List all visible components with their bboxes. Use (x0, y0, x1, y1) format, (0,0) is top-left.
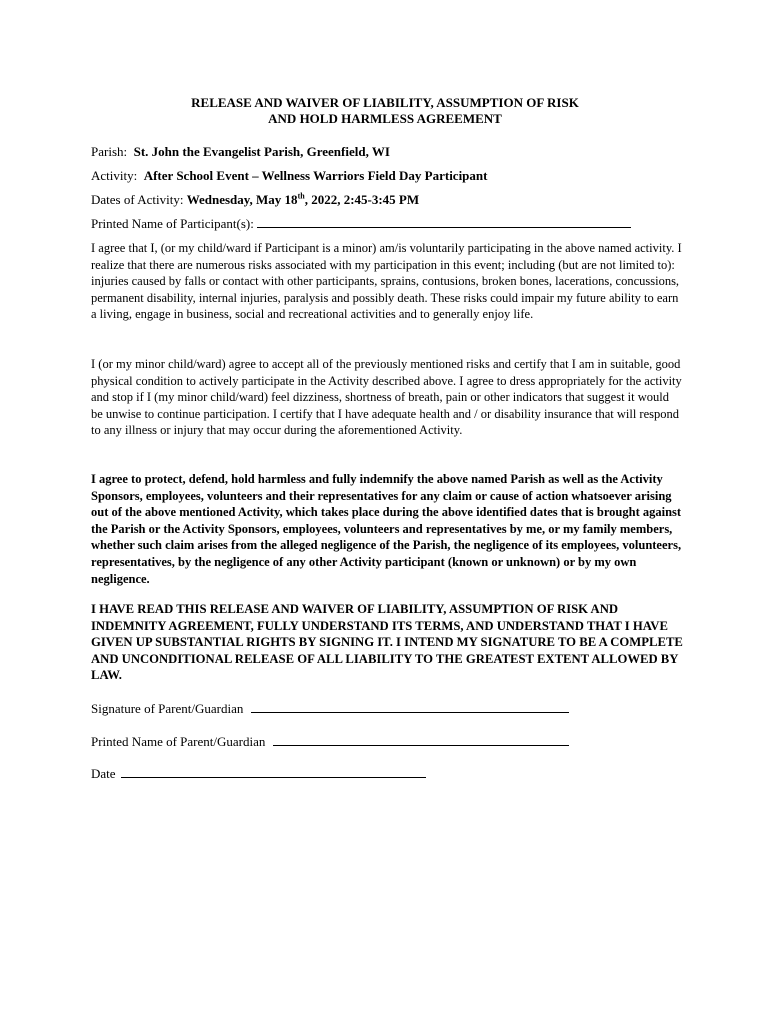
signature-field (91, 701, 691, 717)
date-field (91, 766, 691, 782)
parish-value: St. John the Evangelist Parish, Greenfield, WI (133, 144, 390, 159)
date-line[interactable] (121, 766, 426, 778)
date-label: Date (91, 766, 116, 781)
participant-name-line[interactable] (257, 216, 631, 228)
dates-label: Dates of Activity: (91, 192, 184, 207)
activity-field (91, 168, 691, 184)
signature-line[interactable] (251, 701, 569, 713)
title-line-1: RELEASE AND WAIVER OF LIABILITY, ASSUMPTION OF RISK (191, 95, 579, 110)
paragraph-acknowledgement: I HAVE READ THIS RELEASE AND WAIVER OF LIABILITY, ASSUMPTION OF RISK AND INDEMNITY AGREEMENT, FULLY UNDERSTAND ITS TERMS, AND UNDERSTAND THAT I HAVE GIVEN UP SUBSTANTIAL RIGHTS BY SIGNING IT. I INTEND MY SIGNATURE TO BE A COMPLETE AND UNCONDITIONAL RELEASE OF ALL LIABILITY TO THE GREATEST EXTENT ALLOWED BY LAW. (91, 602, 683, 683)
dates-field (91, 192, 691, 208)
guardian-name-field (91, 734, 691, 750)
dates-value: Wednesday, May 18th, 2022, 2:45-3:45 PM (186, 191, 420, 207)
guardian-name-label: Printed Name of Parent/Guardian (91, 734, 266, 749)
guardian-name-line[interactable] (273, 734, 569, 746)
document-title (0, 95, 770, 127)
paragraph-indemnify: I agree to protect, defend, hold harmless and fully indemnify the above named Parish as well as the Activity Sponsors, employees, volunteers and their representatives for any claim or cause of action whatsoever arising out of the above mentioned Activity, which takes place during the above identified dates that is brought against the Parish or the Activity Sponsors, employees, volunteers and representatives by me, or my family members, whether such claim arises from the alleged negligence of the Parish, the negligence of its employees, volunteers, representatives, by the negligence of any other Activity participant (known or unknown) or by my own negligence. (91, 472, 682, 586)
participant-field (91, 216, 691, 232)
paragraph-risks: I agree that I, (or my child/ward if Participant is a minor) am/is voluntarily participating in the above named activity. I realize that there are numerous risks associated with my participation in this event; including (but are not limited to): injuries caused by falls or contact with other participants, sprains, contusions, broken bones, lacerations, concussions, permanent disability, internal injuries, paralysis and possibly death. These risks could impair my future ability to earn a living, engage in business, social and recreational activities and to generally enjoy life. (91, 241, 682, 322)
activity-label: Activity: (91, 168, 138, 183)
activity-value: After School Event – Wellness Warriors Field Day Participant (143, 168, 488, 183)
parish-label: Parish: (91, 144, 128, 159)
participant-label: Printed Name of Participant(s): (91, 216, 254, 231)
title-line-2: AND HOLD HARMLESS AGREEMENT (268, 111, 502, 126)
paragraph-condition: I (or my minor child/ward) agree to accept all of the previously mentioned risks and certify that I am in suitable, good physical condition to actively participate in the Activity described above. I agree to dress appropriately for the activity and stop if I (my minor child/ward) feel dizziness, shortness of breath, pain or other indicators that suggest it would be unwise to continue participation. I certify that I have adequate health and / or disability insurance that will respond to any illness or injury that may occur during the aforementioned Activity. (91, 357, 682, 438)
parish-field (91, 144, 691, 160)
signature-label: Signature of Parent/Guardian (91, 701, 244, 716)
